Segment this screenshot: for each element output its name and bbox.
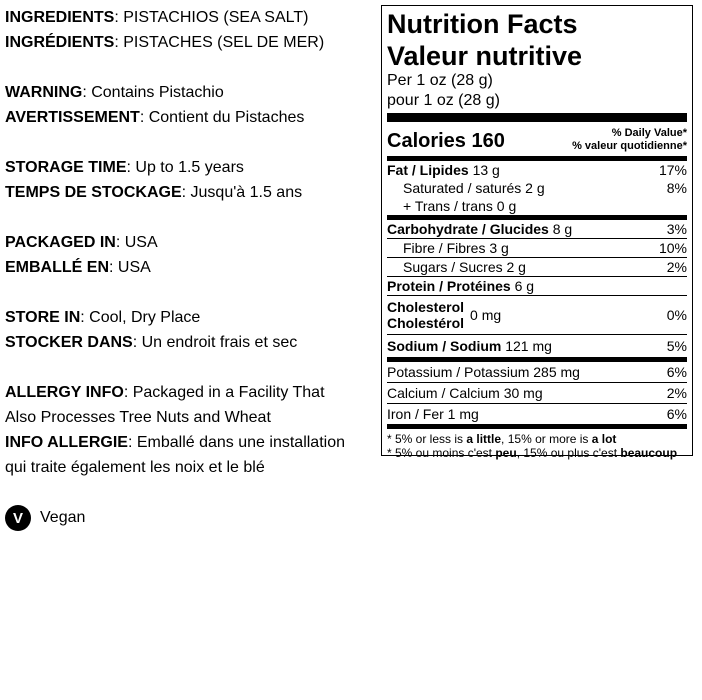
carbohydrate-dv: 3% <box>666 221 687 237</box>
footnote-fr-peu: peu <box>495 446 517 460</box>
spacer <box>5 130 375 155</box>
allergy-fr-label: INFO ALLERGIE <box>5 434 128 451</box>
warning-en-label: WARNING <box>5 84 83 101</box>
spacer <box>5 280 375 305</box>
packaged-en-label: PACKAGED IN <box>5 234 116 251</box>
cholesterol-row <box>387 296 687 335</box>
spacer <box>5 355 375 380</box>
ingredients-fr-value: : PISTACHES (SEL DE MER) <box>114 34 325 51</box>
calcium-row <box>387 383 687 404</box>
trans-row <box>387 197 687 220</box>
storage-en-label: STORAGE TIME <box>5 159 127 176</box>
footnote-en-text2: , 15% or more is <box>501 432 592 446</box>
allergy-fr <box>5 430 375 455</box>
sugars-label: Sugars / Sucres 2 g <box>403 259 526 275</box>
ingredients-fr-label: INGRÉDIENTS <box>5 34 115 51</box>
carbohydrate-label: Carbohydrate / Glucides <box>387 221 549 237</box>
store-fr-value: : Un endroit frais et sec <box>132 334 298 351</box>
fat-dv: 17% <box>658 162 687 178</box>
footnote-fr-beaucoup: beaucoup <box>620 446 678 460</box>
carbohydrate-row <box>387 220 687 239</box>
warning-fr-label: AVERTISSEMENT <box>5 109 140 126</box>
iron-dv: 6% <box>666 406 687 422</box>
nutrition-title-en: Nutrition Facts <box>387 9 578 39</box>
storage-en-value: : Up to 1.5 years <box>126 159 244 176</box>
allergy-en-value: : Packaged in a Facility That <box>123 384 325 401</box>
saturated-label: Saturated / saturés 2 g <box>403 180 545 196</box>
fat-amount: 13 g <box>472 162 500 178</box>
storage-fr-label: TEMPS DE STOCKAGE <box>5 184 182 201</box>
warning-en-value: : Contains Pistachio <box>82 84 224 101</box>
sodium-row <box>387 335 687 362</box>
footnote-en-lot: a lot <box>591 432 617 446</box>
iron-row <box>387 404 687 429</box>
potassium-row <box>387 362 687 383</box>
packaged-en-value: : USA <box>115 234 158 251</box>
calcium-label: Calcium / Calcium 30 mg <box>387 385 543 401</box>
calcium-dv: 2% <box>666 385 687 401</box>
sugars-row <box>387 258 687 277</box>
potassium-dv: 6% <box>666 364 687 380</box>
serving-size-en: Per 1 oz (28 g) <box>387 72 493 89</box>
daily-value-fr: % valeur quotidienne* <box>572 140 687 152</box>
sodium-dv: 5% <box>666 338 687 354</box>
nutrition-facts-panel <box>381 5 693 460</box>
footnote-en <box>387 432 687 446</box>
cholesterol-label-fr: Cholestérol <box>387 315 465 331</box>
iron-label: Iron / Fer 1 mg <box>387 406 479 422</box>
cholesterol-label-en: Cholesterol <box>387 299 465 315</box>
daily-value-en: % Daily Value* <box>611 127 687 139</box>
packaged-en <box>5 230 375 255</box>
packaged-fr-label: EMBALLÉ EN <box>5 259 109 276</box>
footnote <box>387 432 687 460</box>
warning-fr-value: : Contient du Pistaches <box>139 109 305 126</box>
fat-label: Fat / Lipides <box>387 162 469 178</box>
allergy-fr-continued: qui traite également les noix et le blé <box>5 459 265 476</box>
footnote-fr-text: * 5% ou moins c'est <box>387 446 496 460</box>
vegan-label: Vegan <box>40 509 86 526</box>
ingredients-en-value: : PISTACHIOS (SEA SALT) <box>114 9 309 26</box>
fat-row <box>387 161 687 179</box>
footnote-fr <box>387 446 687 460</box>
storage-fr <box>5 180 375 205</box>
serving-size-fr: pour 1 oz (28 g) <box>387 92 500 109</box>
spacer <box>5 55 375 80</box>
sugars-dv: 2% <box>666 259 687 275</box>
allergy-fr-value: : Emballé dans une installation <box>127 434 345 451</box>
saturated-dv: 8% <box>666 180 687 196</box>
spacer <box>5 205 375 230</box>
warning-en <box>5 80 375 105</box>
footnote-en-text: * 5% or less is <box>387 432 467 446</box>
packaged-fr <box>5 255 375 280</box>
store-fr <box>5 330 375 355</box>
store-en-label: STORE IN <box>5 309 81 326</box>
calories-row <box>387 122 687 161</box>
calories-value: Calories 160 <box>387 130 505 152</box>
ingredients-fr <box>5 30 375 55</box>
protein-amount: 6 g <box>514 278 535 294</box>
warning-fr <box>5 105 375 130</box>
storage-en <box>5 155 375 180</box>
cholesterol-dv: 0% <box>666 307 687 323</box>
allergy-en <box>5 380 375 405</box>
fibre-dv: 10% <box>658 240 687 256</box>
store-fr-label: STOCKER DANS <box>5 334 133 351</box>
sodium-label: Sodium / Sodium <box>387 338 502 354</box>
footnote-fr-text2: , 15% ou plus c'est <box>516 446 621 460</box>
protein-label: Protein / Protéines <box>387 278 511 294</box>
ingredients-en-label: INGREDIENTS <box>5 9 115 26</box>
nutrition-title-fr: Valeur nutritive <box>387 41 583 71</box>
footnote-en-little: a little <box>466 432 502 446</box>
vegan-icon: V <box>5 505 31 531</box>
storage-fr-value: : Jusqu'à 1.5 ans <box>181 184 303 201</box>
carbohydrate-amount: 8 g <box>552 221 573 237</box>
packaged-fr-value: : USA <box>109 259 151 276</box>
ingredients-en <box>5 5 375 30</box>
sodium-amount: 121 mg <box>505 338 552 354</box>
vegan-badge-group <box>5 505 85 531</box>
store-en <box>5 305 375 330</box>
daily-value-header <box>572 127 687 156</box>
divider-thick <box>387 113 687 122</box>
fibre-label: Fibre / Fibres 3 g <box>403 240 509 256</box>
fibre-row <box>387 239 687 258</box>
saturated-row <box>387 179 687 197</box>
allergy-en-continued: Also Processes Tree Nuts and Wheat <box>5 409 271 426</box>
trans-label: + Trans / trans 0 g <box>403 198 517 214</box>
cholesterol-amount: 0 mg <box>470 307 502 323</box>
allergy-en-label: ALLERGY INFO <box>5 384 124 401</box>
protein-row <box>387 277 687 296</box>
potassium-label: Potassium / Potassium 285 mg <box>387 364 580 380</box>
store-en-value: : Cool, Dry Place <box>80 309 201 326</box>
product-info <box>5 5 375 480</box>
